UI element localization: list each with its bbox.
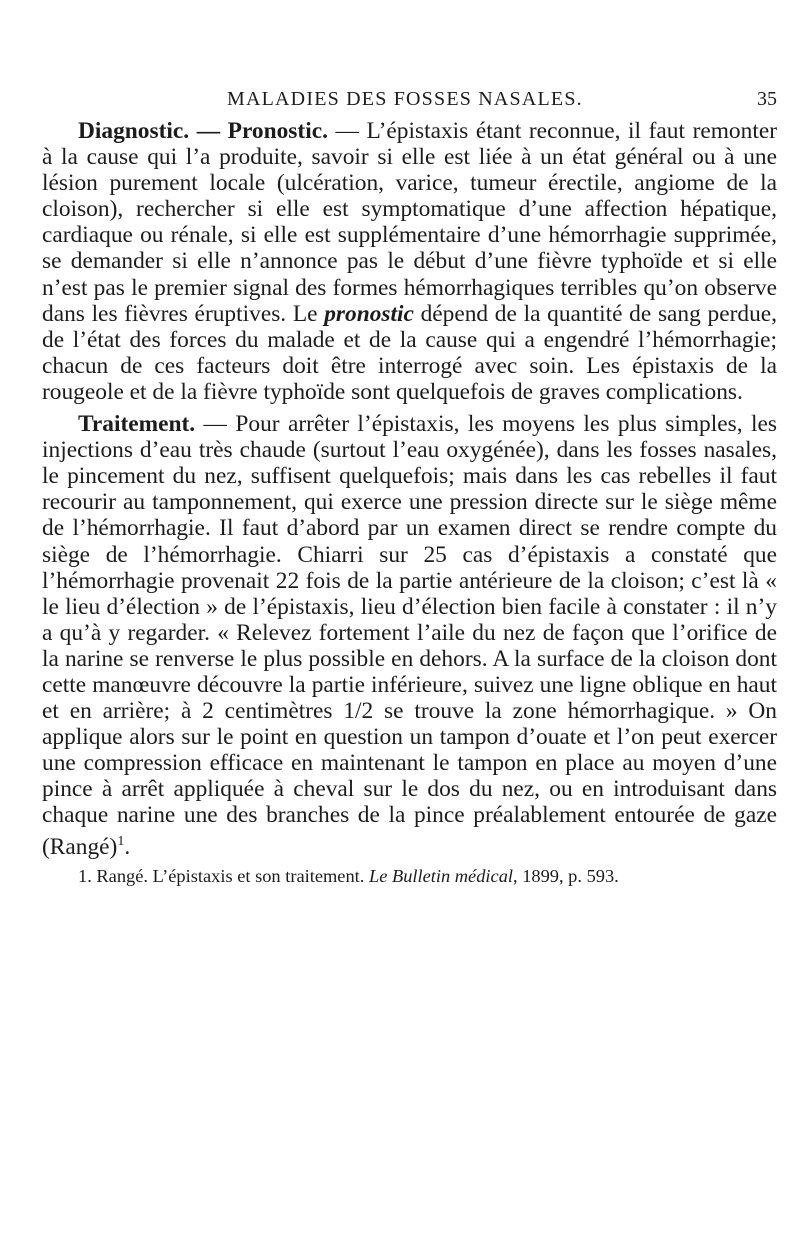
page-number: 35 xyxy=(757,88,777,110)
text-run: dépend de la quantité de sang perdue, de l’état des forces du malade et de la cause qui a engendré l’hémorrhagie; chacun de ces facteurs doit être interrogé avec soin. Les épistaxis de la rougeole et de la fièvre typhoïde sont quelquefois de graves complications. xyxy=(42,300,777,405)
book-page xyxy=(42,0,777,887)
run-in-heading: Traitement. xyxy=(78,411,196,438)
body-text xyxy=(42,118,777,859)
paragraph-traitement xyxy=(42,411,777,859)
running-head xyxy=(42,0,777,118)
publication-title: Le Bulletin médical xyxy=(368,866,513,887)
text-run: 1. Rangé. L’épistaxis et son traitement. xyxy=(78,866,369,887)
text-run: , 1899, p. 593. xyxy=(513,866,619,887)
text-run: — L’épistaxis étant reconnue, il faut remonter à la cause qui l’a produite, savoir si elle est liée à un état général ou à une lésion purement locale (ulcération, varice, tumeur érectile, angiome de la cloison), rechercher si elle est symptomatique d’une affection hépatique, cardiaque ou rénale, si elle est supplémentaire d’une hémorrhagie supprimée, se demander si elle n’annonce pas le début d’une fièvre typhoïde et si elle n’est pas le premier signal des formes hémorrhagiques terribles qu’on observe dans les fièvres éruptives. Le xyxy=(42,118,777,327)
running-title: MALADIES DES FOSSES NASALES. xyxy=(227,88,583,110)
emphasized-term: pronostic xyxy=(324,300,414,327)
footnote xyxy=(42,865,777,887)
text-run: — Pour arrêter l’épistaxis, les moyens les plus simples, les injections d’eau très chaude (surtout l’eau oxygénée), dans les fosses nasales, le pincement du nez, suffisent quelquefois; mais dans les cas rebelles il faut recourir au tamponnement, qui exerce une pression directe sur le siège même de l’hémorrhagie. Il faut d’abord par un examen direct se rendre compte du siège de l’hémorrhagie. Chiarri sur 25 cas d’épistaxis a constaté que l’hémorrhagie provenait 22 fois de la partie antérieure de la cloison; c’est là « le lieu d’élection » de l’épistaxis, lieu d’élection bien facile à constater : il n’y a qu’à y regarder. « Relevez fortement l’aile du nez de façon que l’orifice de la narine se renverse le plus possible en dehors. A la surface de la cloison dont cette manœuvre découvre la partie inférieure, suivez une ligne oblique en haut et en arrière; à 2 centimètres 1/2 se trouve la zone hémorrhagique. » On applique alors sur le point en question un tampon d’ouate et l’on peut exercer une compression efficace en maintenant le tampon en place au moyen d’une pince à arrêt appliquée à cheval sur le dos du nez, ou en introduisant dans chaque narine une des branches de la pince préalablement entourée de gaze (Rangé) xyxy=(42,411,777,860)
text-run: . xyxy=(124,833,131,860)
run-in-heading: Diagnostic. — Pronostic. xyxy=(78,118,328,144)
footnote-marker: 1 xyxy=(117,833,125,849)
paragraph-diagnostic-pronostic xyxy=(42,118,777,405)
